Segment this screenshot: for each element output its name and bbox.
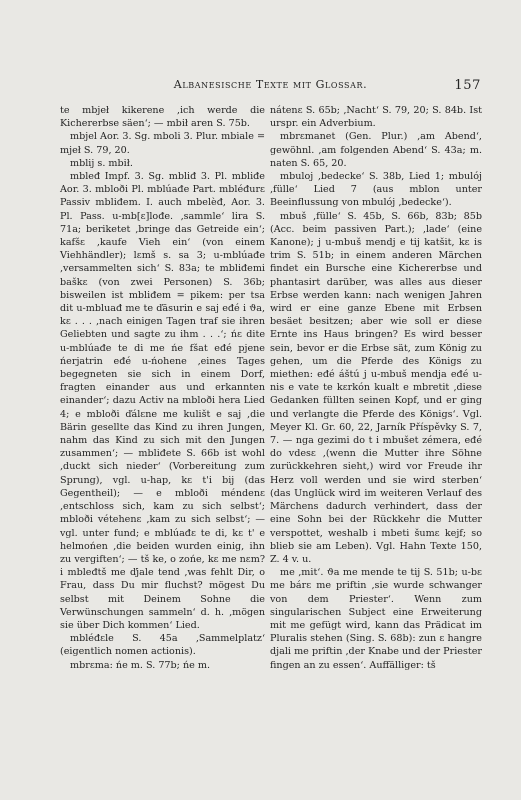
glossary-entry: te mbjeł kikerene ‚ich werde die Kichererbse säen‘; — mbił aren S. 75b. [60,105,265,130]
page-number: 157 [454,78,481,93]
glossary-entry: mbjel Aor. 3. Sg. mboli 3. Plur. mbiale = mjeł S. 79, 20. [60,131,265,156]
glossary-entry: nátenε S. 65b; ‚Nacht‘ S. 79, 20; S. 84b. Ist urspr. ein Adverbium. [270,105,482,130]
glossary-entry: mbrεma: ńe m. S. 77b; ńe m. [70,659,211,671]
glossary-entry: mbleđ Impf. 3. Sg. mbliđ 3. Pl. mbliđe Aor. 3. mbloði Pl. mblúađe Part. mbléđurε Passiv mbliđem. I. auch mbelèđ, Aor. 3. Pl. Pass. u-mb[ε]lođe. ‚sammle‘ lira S. 71a; beriketet ‚bringe das Getreide ein‘; kafšε ‚kaufe Vieh ein‘ (von einem Viehhändler); lεmš s. sa 3; u-mblúađe ‚versammelten sich‘ S. 83a; te mbliđemi baškε (von zwei Personen) S. 36b; bisweilen ist mbliđem = pikem: per tsa dit u-mbluađ me te ďāsurin e saj eđé i ϑa, kε . . . ‚nach einigen Tagen traf sie ihren Geliebten und sagte zu ihm . . .‘; ńε dite u-mblúađe te di me ńe fšat eđé pjene ńerjatrin eđé u-ńohene ‚eines Tages begegneten sie sich in einem Dorf, fragten einander aus und erkannten einander‘; dazu Activ na mbloði hera Lied 4; e mbloði ďálεne me kulišt e saj ‚die Bärin gesellte das Kind zu ihren Jungen, nahm das Kind zu sich mit den Jungen zusammen‘; — mbliđete S. 66b ist wohl ‚duckt sich nieder‘ (Vorbereitung zum Sprung), vgl. u-hap, kε t'i bij (das Gegentheil); — e mbloði méndenε ‚entschloss sich, kam zu sich selbst‘; mbloði vétehenε ‚kam zu sich selbst‘; — vgl. unter fund; e mblúađε te di, kε t' e helmońen ‚die beiden wurden einig, ihn zu vergiften‘; — tš ke, o zońe, kε me nεm? i mbleđtš me ďjale tend ‚was fehlt Dir, o Frau, dass Du mir fluchst? mögest Du selbst mit Deinem Sohne die Verwünschungen sammeln‘ d. h. ‚mögen sie über Dich kommen‘ Lied. [60,171,265,631]
glossary-entry: mbléđεle S. 45a ‚Sammelplatz‘ (eigentlich nomen actionis). [60,633,265,658]
running-title: Albanesische Texte mit Glossar. [173,78,368,91]
glossary-entry: mbrεmanet (Gen. Plur.) ‚am Abend‘, gewöhnl. ‚am folgenden Abend‘ S. 43a; m. naten S. 65, 20. [270,131,482,169]
glossary-entry: mblij s. mbił. [70,157,133,169]
glossary-entry: me ‚mit‘. ϑa me mende te tij S. 51b; u-bε me bárε me priftin ‚sie wurde schwanger von dem Priester‘. Wenn zum singularischen Subject eine Erweiterung mit me gefügt wird, kann das Prädicat im Pluralis stehen (Sing. S. 68b): zun ε hangre djali me priftin ‚der Knabe und der Priester fingen an zu essen‘. Auffälliger: tš [270,567,482,671]
left-column [60,104,265,672]
glossary-entry: mbuloj ‚bedecke‘ S. 38b, Lied 1; mbulój ‚fülle‘ Lied 7 (aus mblon unter Beeinflussung von mbulój ‚bedecke‘). [270,171,482,209]
right-column [270,104,482,672]
glossary-entry: mbuš ‚fülle‘ S. 45b, S. 66b, 83b; 85b (Acc. beim passiven Part.); ‚lade‘ (eine Kanone); j u-mbuš mendj e tij katšit, kε is trim S. 51b; in einem anderen Märchen findet ein Bursche eine Kichererbse und phantasirt darüber, was alles aus dieser Erbse werden kann: nach wenigen Jahren wird er eine ganze Ebene mit Erbsen besäet besitzen; aber wie soll er diese Ernte ins Haus bringen? Es wird besser sein, bevor er die Erbse sät, zum König zu gehen, um die Pferde des Königs zu miethen: eđé áštú j u-mbuš mendja eđé u-nis e vate te kεrkón kualt e mbretit ‚diese Gedanken füllten seinen Kopf, und er ging und verlangte die Pferde des Königs‘. Vgl. Meyer Kl. Gr. 60, 22, Jarník Příspěvky S. 7, 7. — nga gezimi do t i mbušet zémera, eđé do vdesε ‚(wenn die Mutter ihre Söhne zurückkehren sieht,) wird vor Freude ihr Herz voll werden und sie wird sterben‘ (das Unglück wird im weiteren Verlauf des Märchens dadurch verhindert, dass der eine Sohn bei der Rückkehr die Mutter verspottet, weshalb i mbeti šumε kejf; so blieb sie am Leben). Vgl. Hahn Texte 150, Z. 4 v. u. [270,210,482,565]
